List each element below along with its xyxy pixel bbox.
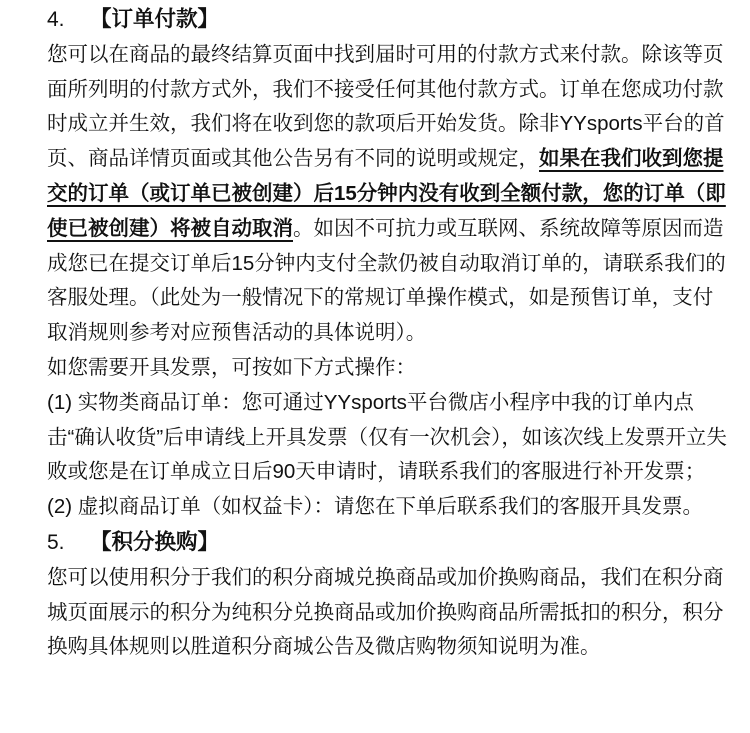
para-payment-terms	[47, 38, 727, 351]
para-points-exchange-terms: 您可以使用积分于我们的积分商城兑换商品或加价换购商品，我们在积分商城页面展示的积分为纯积分兑换商品或加价换购商品所需抵扣的积分，积分换购具体规则以胜道积分商城公告及微店购物须知说明为准。	[47, 565, 724, 659]
section-title-points-exchange: 【积分换购】	[90, 529, 220, 554]
section-heading-order-payment	[47, 2, 727, 38]
para-invoice-intro: 如您需要开具发票，可按如下方式操作：	[47, 355, 416, 379]
section-number-4: 4.	[47, 8, 65, 31]
payment-terms-tail-text: 。如因不可抗力或互联网、系统故障等原因而造成您已在提交订单后15分钟内支付全款仍被自动取消订单的，请联系我们的客服处理。（此处为一般情况下的常规订单操作模式，如是预售订单，支付取消规则参考对应预售活动的具体说明）。	[47, 216, 726, 345]
section-heading-points-exchange	[47, 525, 727, 561]
para-invoice-virtual-goods: (2) 虚拟商品订单（如权益卡）：请您在下单后联系我们的客服开具发票。	[47, 495, 703, 519]
section-title-order-payment: 【订单付款】	[90, 7, 220, 31]
payment-terms-lead-text: 您可以在商品的最终结算页面中找到届时可用的付款方式来付款。除该等页面所列明的付款方式外，我们不接受任何其他付款方式。订单在您成功付款时成立并生效，我们将在收到您的款项后开始发货。除非YYsports平台的首页、商品详情页面或其他公告另有不同的说明或规定，	[47, 42, 725, 171]
para-invoice-physical-goods: (1) 实物类商品订单：您可通过YYsports平台微店小程序中我的订单内点击“确认收货”后申请线上开具发票（仅有一次机会），如该次线上发票开立失败或您是在订单成立日后90天申请时，请联系我们的客服进行补开发票；	[47, 390, 727, 484]
section-number-5: 5.	[47, 530, 65, 554]
payment-terms-emphasis-text: 如果在我们收到您提交的订单（或订单已被创建）后15分钟内没有收到全额付款，您的订单（即使已被创建）将被自动取消	[47, 147, 726, 240]
